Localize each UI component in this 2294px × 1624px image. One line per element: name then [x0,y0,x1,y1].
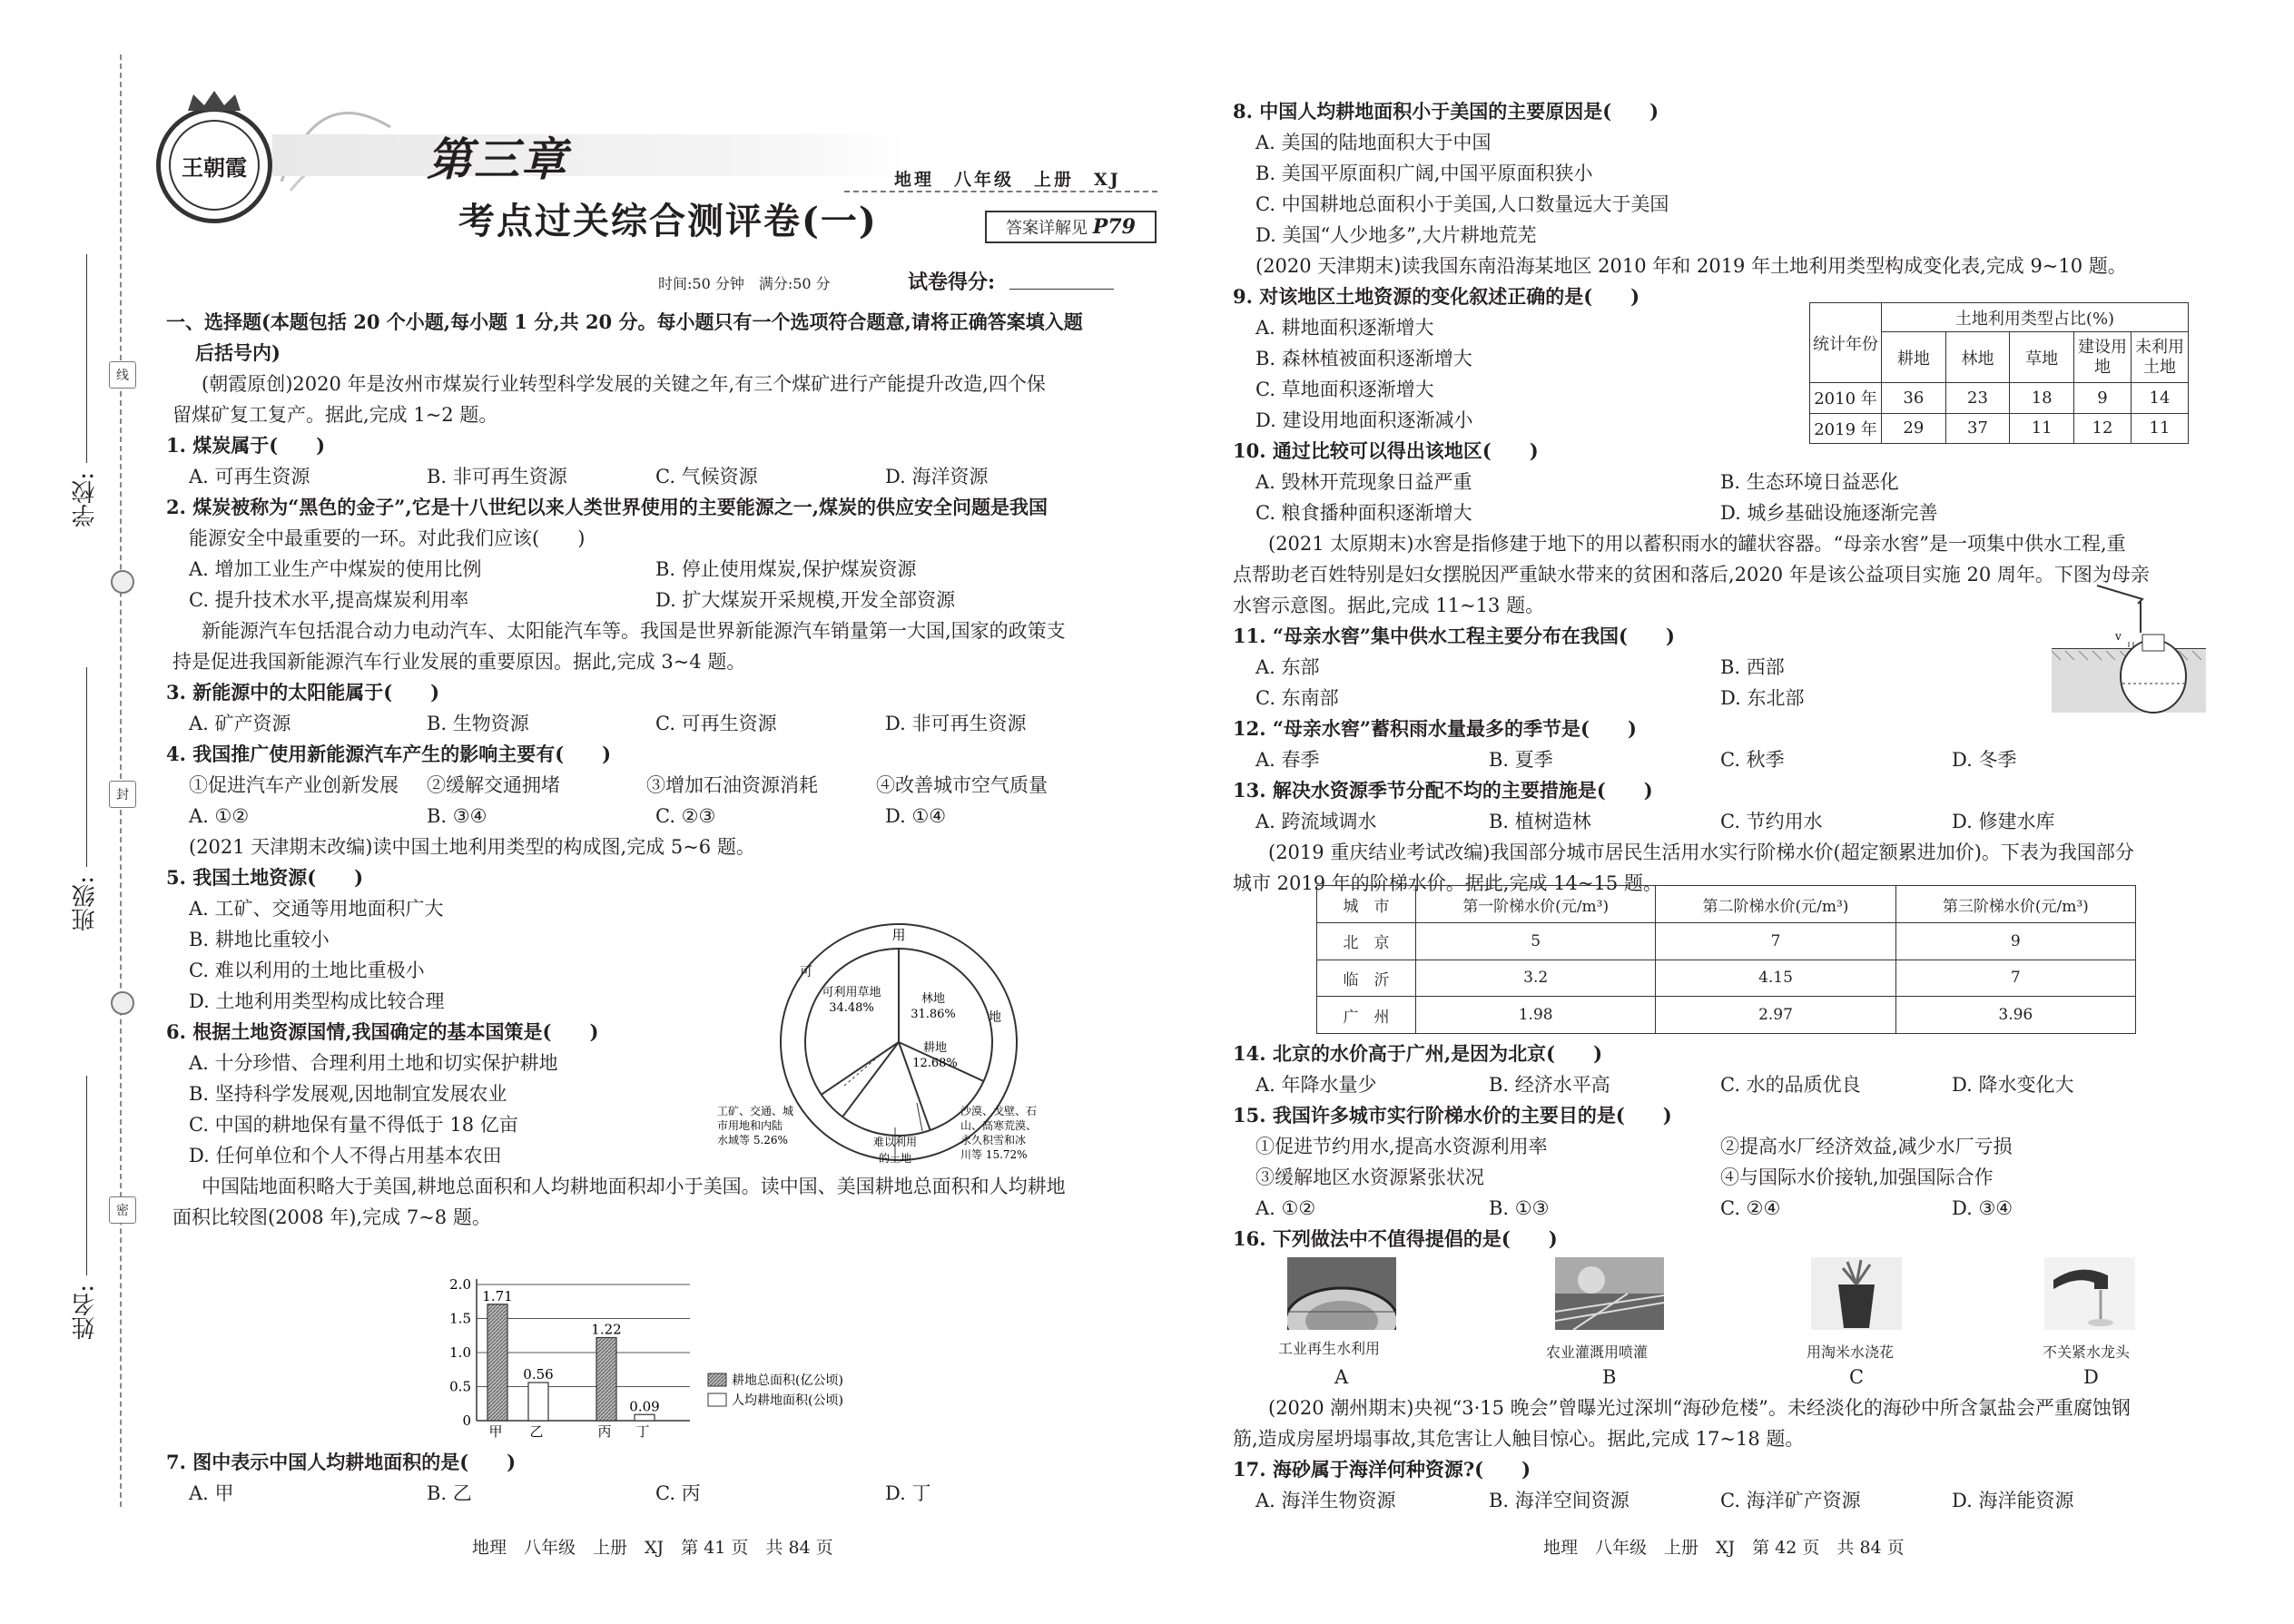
question-13: 13. 解决水资源季节分配不均的主要措施是( ) [1233,779,1653,802]
cistern-label: v [2115,630,2122,643]
brand-logo [156,107,272,223]
q10-option-d[interactable]: D. 城乡基础设施逐渐完善 [1720,502,1938,524]
bar-丁 [635,1414,655,1421]
question-6: 6. 根据土地资源国情,我国确定的基本国策是( ) [166,1020,599,1043]
bar-value-label: 1.71 [482,1287,513,1304]
q17-option-c[interactable]: C. 海洋矿产资源 [1720,1490,1861,1511]
question-2-cont: 能源安全中最重要的一环。对此我们应该( ) [189,527,586,549]
score-label: 试卷得分: [908,271,996,294]
q4-item-4: ④改善城市空气质量 [876,774,1048,796]
water-table-cell: 1.98 [1416,997,1656,1034]
q4-item-1: ①促进汽车产业创新发展 [189,774,399,796]
intro-q5-6: (2021 天津期末改编)读中国土地利用类型的构成图,完成 5~6 题。 [189,836,755,858]
q2-option-c[interactable]: C. 提升技术水平,提高煤炭利用率 [189,589,469,611]
land-table-cell: 14 [2132,383,2189,414]
q12-option-d[interactable]: D. 冬季 [1952,749,2017,771]
pie-outer-label-top: 用 [891,927,906,943]
seal-mark-feng: 封 [109,781,136,808]
legend-label-total: 耕地总面积(亿公顷) [732,1373,843,1388]
pie-outer-label-right: 地 [989,1010,1001,1025]
q12-option-a[interactable]: A. 春季 [1255,749,1320,771]
q4-option-d[interactable]: D. ①④ [885,805,947,827]
q8-option-c[interactable]: C. 中国耕地总面积小于美国,人口数量远大于美国 [1255,193,1669,215]
q7-option-a[interactable]: A. 甲 [189,1482,234,1504]
table-row [1317,923,2136,960]
land-table-cell: 2010 年 [1810,383,1882,414]
water-table-cell: 北 京 [1317,923,1416,960]
header-band [272,134,908,176]
land-table-cell: 37 [1945,413,2010,444]
q6-option-b[interactable]: B. 坚持科学发展观,因地制宜发展农业 [189,1083,507,1105]
question-15: 15. 我国许多城市实行阶梯水价的主要目的是( ) [1233,1104,1672,1127]
intro-q17-18: (2020 潮州期末)央视“3·15 晚会”曾曝光过深圳“海砂危楼”。未经淡化的海砂中所含氯盐会严重腐蚀钢 [1268,1397,2131,1419]
q1-option-b[interactable]: B. 非可再生资源 [427,466,567,487]
q16-picture-a[interactable] [1287,1257,1396,1330]
bar-value-label: 0.09 [629,1398,660,1415]
question-9: 9. 对该地区土地资源的变化叙述正确的是( ) [1233,285,1640,308]
intro-q7-8-cont: 面积比较图(2008 年),完成 7~8 题。 [172,1206,491,1228]
q16-picture-b[interactable] [1555,1257,1664,1330]
time-score: 时间:50 分钟 满分:50 分 [658,275,831,292]
q16-option-a[interactable]: A [1334,1366,1349,1388]
intro-q3-4-cont: 持是促进我国新能源汽车行业发展的重要原因。据此,完成 3~4 题。 [172,651,746,673]
intro-q1-2-cont: 留煤矿复工复产。据此,完成 1~2 题。 [172,404,498,426]
q10-option-b[interactable]: B. 生态环境日益恶化 [1720,471,1899,493]
q13-option-d[interactable]: D. 修建水库 [1952,811,2055,832]
q16-caption-c: 用淘米水浇花 [1807,1343,1895,1361]
water-table-head: 第二阶梯水价(元/m³) [1656,886,1895,923]
q10-option-c[interactable]: C. 粮食播种面积逐渐增大 [1255,502,1472,524]
question-3: 3. 新能源中的太阳能属于( ) [166,681,440,704]
y-tick-label: 1.0 [449,1344,471,1361]
bar-chart-legend [708,1373,843,1408]
land-table-head-group: 土地利用类型占比(%) [1882,303,2189,332]
q14-option-d[interactable]: D. 降水变化大 [1952,1074,2074,1096]
water-table-cell: 9 [1895,923,2135,960]
pie-annotation-right-2: 山、高寒荒漠、 [960,1119,1038,1132]
q9-option-c[interactable]: C. 草地面积逐渐增大 [1255,379,1434,400]
pie-annotation-right-1: 沙漠、戈壁、石 [960,1105,1038,1117]
pie-label-farm: 耕地 [922,1041,948,1055]
water-table-cell: 5 [1416,923,1656,960]
section1-title-2: 后括号内) [195,341,281,364]
q16-picture-c[interactable] [1811,1257,1902,1330]
y-tick-label: 2.0 [449,1276,471,1293]
pie-label-forest: 林地 [921,992,946,1006]
question-11: 11. “母亲水窖”集中供水工程主要分布在我国( ) [1233,625,1675,647]
q6-option-d[interactable]: D. 任何单位和个人不得占用基本农田 [189,1145,502,1166]
ring-icon [111,570,134,594]
intro-q17-18-cont: 筋,造成房屋坍塌事故,其危害让人触目惊心。据此,完成 17~18 题。 [1233,1428,1805,1450]
water-table-cell: 7 [1656,923,1895,960]
question-1: 1. 煤炭属于( ) [166,434,326,457]
class-label: 班级: [72,876,99,931]
land-table-col: 林地 [1945,332,2010,383]
q3-option-a[interactable]: A. 矿产资源 [189,713,291,734]
answer-ref-box [985,211,1157,243]
water-table-head: 城 市 [1317,886,1416,923]
x-category-label: 甲 [488,1423,503,1439]
water-table-head: 第三阶梯水价(元/m³) [1895,886,2135,923]
intro-q11-13: (2021 太原期末)水窖是指修建于地下的用以蓄积雨水的罐状容器。“母亲水窖”是一项集中供水工程,重 [1268,533,2126,555]
x-category-label: 乙 [529,1423,544,1439]
land-table-cell: 12 [2074,413,2132,444]
water-table-cell: 3.96 [1895,997,2135,1034]
legend-label-percapita: 人均耕地面积(公顷) [732,1393,843,1408]
water-table-cell: 3.2 [1416,960,1656,997]
pie-hard-label-1: 难以利用 [872,1136,918,1148]
q1-option-d[interactable]: D. 海洋资源 [885,466,989,487]
school-blank[interactable] [86,254,87,463]
question-16: 16. 下列做法中不值得提倡的是( ) [1233,1227,1558,1250]
faucet-icon [2044,1257,2135,1330]
q16-option-c[interactable]: C [1849,1366,1865,1388]
q17-option-d[interactable]: D. 海洋能资源 [1952,1490,2074,1511]
water-table-cell: 2.97 [1656,997,1895,1034]
question-7: 7. 图中表示中国人均耕地面积的是( ) [166,1451,517,1473]
bar-乙 [528,1383,548,1421]
q15-option-d[interactable]: D. ③④ [1952,1197,2013,1219]
q17-option-a[interactable]: A. 海洋生物资源 [1255,1490,1396,1511]
water-reuse-icon [1287,1257,1396,1330]
q8-option-a[interactable]: A. 美国的陆地面积大于中国 [1255,132,1492,153]
water-cistern-diagram [2043,576,2224,722]
pie-annotation-right-4: 川等 15.72% [960,1148,1028,1161]
question-8: 8. 中国人均耕地面积小于美国的主要原因是( ) [1233,100,1659,123]
intro-q3-4: 新能源汽车包括混合动力电动汽车、太阳能汽车等。我国是世界新能源汽车销量第一大国,国家的政策支 [202,620,1066,642]
y-tick-label: 0 [462,1412,471,1429]
name-label: 姓名: [72,1284,99,1340]
intro-q7-8: 中国陆地面积略大于美国,耕地总面积和人均耕地面积却小于美国。读中国、美国耕地总面积和人均耕地 [202,1176,1066,1197]
q15-item-1: ①促进节约用水,提高水资源利用率 [1255,1136,1548,1157]
water-table-cell: 广 州 [1317,997,1416,1034]
land-use-table [1809,302,2189,444]
land-table-col: 未利用土地 [2132,332,2189,383]
water-table-head: 第一阶梯水价(元/m³) [1416,886,1656,923]
legend-swatch-plain [708,1393,726,1406]
question-10: 10. 通过比较可以得出该地区( ) [1233,439,1539,462]
y-tick-label: 0.5 [449,1378,471,1395]
q12-option-b[interactable]: B. 夏季 [1489,749,1553,771]
water-table-cell: 4.15 [1656,960,1895,997]
seal-mark-xian: 线 [109,361,136,389]
q14-option-a[interactable]: A. 年降水量少 [1255,1074,1377,1096]
class-blank[interactable] [86,667,87,867]
q3-option-c[interactable]: C. 可再生资源 [655,713,777,734]
q11-option-b[interactable]: B. 西部 [1720,656,1785,678]
chapter-title: 第三章 [427,133,568,186]
q3-option-b[interactable]: B. 生物资源 [427,713,529,734]
q1-option-c[interactable]: C. 气候资源 [655,466,758,487]
q4-item-2: ②缓解交通拥堵 [427,774,560,796]
x-category-label: 丙 [597,1423,612,1439]
q7-option-b[interactable]: B. 乙 [427,1482,472,1504]
pie-value-forest: 31.86% [911,1008,956,1021]
q15-option-c[interactable]: C. ②④ [1720,1197,1781,1219]
q5-option-d[interactable]: D. 土地利用类型构成比较合理 [189,990,445,1012]
q9-option-a[interactable]: A. 耕地面积逐渐增大 [1255,317,1434,339]
land-table-cell: 2019 年 [1810,413,1882,444]
pie-annotation-left-1: 工矿、交通、城 [717,1105,794,1117]
farmland-bar-chart [427,1266,935,1439]
land-table-cell: 29 [1882,413,1946,444]
bar-甲 [487,1304,507,1421]
pie-value-grass: 34.48% [829,1001,874,1015]
q15-option-a[interactable]: A. ①② [1255,1197,1316,1219]
sprinkler-irrigation-icon [1555,1257,1664,1330]
q4-item-3: ③增加石油资源消耗 [646,774,818,796]
pie-label-grass: 可利用草地 [822,986,881,999]
intro-q14-15: (2019 重庆结业考试改编)我国部分城市居民生活用水实行阶梯水价(超定额累进加价)。下表为我国部分 [1268,842,2134,863]
land-table-cell: 23 [1945,383,2010,414]
table-row [1317,960,2136,997]
land-table-head-year: 统计年份 [1810,303,1882,383]
q7-option-c[interactable]: C. 丙 [655,1482,701,1504]
land-table-col: 草地 [2010,332,2074,383]
q9-option-d[interactable]: D. 建设用地面积逐渐减小 [1255,409,1473,431]
q16-caption-a: 工业再生水利用 [1278,1340,1381,1357]
school-label: 学校: [72,472,99,527]
footer-right: 地理 八年级 上册 XJ 第 42 页 共 84 页 [1543,1538,1905,1558]
land-use-pie-chart [717,908,1171,1180]
question-5: 5. 我国土地资源( ) [166,866,364,889]
q4-option-b[interactable]: B. ③④ [427,805,487,827]
q17-option-b[interactable]: B. 海洋空间资源 [1489,1490,1629,1511]
q2-option-a[interactable]: A. 增加工业生产中煤炭的使用比例 [189,558,482,580]
logo-text: 王朝霞 [169,120,260,211]
intro-q11-13-cont: 点帮助老百姓特别是妇女摆脱因严重缺水带来的贫困和落后,2020 年是该公益项目实施 20 周年。下图为母亲 [1233,564,2150,586]
q14-option-b[interactable]: B. 经济水平高 [1489,1074,1610,1096]
bar-丙 [596,1338,616,1422]
q13-option-c[interactable]: C. 节约用水 [1720,811,1823,832]
land-table-cell: 9 [2074,383,2132,414]
q16-option-b[interactable]: B [1602,1366,1617,1388]
q13-option-a[interactable]: A. 跨流域调水 [1255,811,1377,832]
q2-option-b[interactable]: B. 停止使用煤炭,保护煤炭资源 [655,558,917,580]
q16-option-d[interactable]: D [2083,1366,2099,1388]
q5-option-b[interactable]: B. 耕地比重较小 [189,929,330,950]
table-row [1810,413,2189,444]
q8-option-d[interactable]: D. 美国“人少地多”,大片耕地荒芜 [1255,224,1537,246]
subject-bar: 地理 八年级 上册 XJ [894,170,1121,190]
exam-title: 考点过关综合测评卷(一) [458,200,878,242]
q5-option-c[interactable]: C. 难以利用的土地比重极小 [189,960,425,981]
intro-q11-13-cont2: 水窖示意图。据此,完成 11~13 题。 [1233,595,1545,616]
table-row [1810,383,2189,414]
water-price-table [1316,885,2136,1034]
q15-item-2: ②提高水厂经济效益,减少水厂亏损 [1720,1136,2013,1157]
bar-value-label: 0.56 [523,1366,554,1383]
q6-option-c[interactable]: C. 中国的耕地保有量不得低于 18 亿亩 [189,1114,518,1136]
q15-item-4: ④与国际水价接轨,加强国际合作 [1720,1166,1994,1188]
pie-annotation-left-2: 市用地和内陆 [717,1119,783,1132]
pie-annotation-right-3: 永久积雪和冰 [960,1134,1027,1147]
q15-item-3: ③缓解地区水资源紧张状况 [1255,1166,1484,1188]
name-blank[interactable] [86,1076,87,1275]
score-blank[interactable] [1009,289,1114,290]
q16-caption-d: 不关紧水龙头 [2043,1343,2131,1361]
q8-option-b[interactable]: B. 美国平原面积广阔,中国平原面积狭小 [1255,162,1593,184]
question-17: 17. 海砂属于海洋何种资源?( ) [1233,1458,1531,1481]
pie-slice-divider [822,1042,899,1095]
table-row [1317,997,2136,1034]
water-table-cell: 7 [1895,960,2135,997]
q6-option-a[interactable]: A. 十分珍惜、合理利用土地和切实保护耕地 [189,1052,558,1074]
answer-page: P79 [1092,215,1136,239]
q11-option-c[interactable]: C. 东南部 [1255,687,1339,709]
q5-option-a[interactable]: A. 工矿、交通等用地面积广大 [189,898,444,920]
roof-gutter [2097,586,2142,604]
land-table-cell: 18 [2010,383,2074,414]
q13-option-b[interactable]: B. 植树造林 [1489,811,1591,832]
pie-annotation-left-3: 水域等 5.26% [717,1134,788,1147]
q16-caption-b: 农业灌溉用喷灌 [1546,1343,1649,1361]
x-category-label: 丁 [635,1423,650,1439]
intro-q14-15-cont: 城市 2019 年的阶梯水价。据此,完成 14~15 题。 [1233,872,1662,894]
q4-option-a[interactable]: A. ①② [189,805,250,827]
section1-title: 一、选择题(本题包括 20 个小题,每小题 1 分,共 20 分。每小题只有一个选项符合题意,请将正确答案填入题 [166,310,1083,333]
q15-option-b[interactable]: B. ①③ [1489,1197,1550,1219]
land-table-col: 建设用地 [2074,332,2132,383]
q4-option-c[interactable]: C. ②③ [655,805,716,827]
q11-option-a[interactable]: A. 东部 [1255,656,1320,678]
pie-hard-label-2: 的土地 [878,1152,912,1165]
q12-option-c[interactable]: C. 秋季 [1720,749,1785,771]
legend-swatch-hatched [708,1373,726,1386]
y-tick-label: 1.5 [449,1310,471,1327]
q11-option-d[interactable]: D. 东北部 [1720,687,1805,709]
q16-picture-d[interactable] [2044,1257,2135,1330]
crown-icon [186,89,242,113]
intro-q1-2: (朝霞原创)2020 年是汝州市煤炭行业转型科学发展的关键之年,有三个煤矿进行产能提升改造,四个保 [202,373,1046,395]
question-2: 2. 煤炭被称为“黑色的金子”,它是十八世纪以来人类世界使用的主要能源之一,煤炭的供应安全问题是我国 [166,496,1049,518]
question-12: 12. “母亲水窖”蓄积雨水量最多的季节是( ) [1233,717,1637,740]
land-table-cell: 36 [1882,383,1946,414]
q7-option-d[interactable]: D. 丁 [885,1482,931,1504]
pie-value-farm: 12.68% [912,1057,958,1070]
intro-q9-10: (2020 天津期末)读我国东南沿海某地区 2010 年和 2019 年土地利用类型构成变化表,完成 9~10 题。 [1255,255,2127,277]
bar-value-label: 1.22 [591,1321,622,1338]
question-4: 4. 我国推广使用新能源汽车产生的影响主要有( ) [166,743,612,765]
q9-option-b[interactable]: B. 森林植被面积逐渐增大 [1255,348,1472,369]
land-table-cell: 11 [2010,413,2074,444]
watering-plant-icon [1811,1257,1902,1330]
q14-option-c[interactable]: C. 水的品质优良 [1720,1074,1861,1096]
q1-option-a[interactable]: A. 可再生资源 [189,466,310,487]
header-dashed-line [844,191,1157,192]
pie-outer-label-left: 可 [800,965,812,979]
water-table-cell: 临 沂 [1317,960,1416,997]
question-14: 14. 北京的水价高于广州,是因为北京( ) [1233,1042,1603,1065]
q2-option-d[interactable]: D. 扩大煤炭开采规模,开发全部资源 [655,589,956,611]
seal-mark-mi: 密 [109,1196,136,1224]
q10-option-a[interactable]: A. 毁林开荒现象日益严重 [1255,471,1472,493]
footer-left: 地理 八年级 上册 XJ 第 41 页 共 84 页 [472,1538,833,1558]
pie-slice-divider [842,1042,899,1117]
q3-option-d[interactable]: D. 非可再生资源 [885,713,1027,734]
ring-icon [111,991,134,1015]
answer-ref-text: 答案详解见 [1006,219,1088,238]
land-table-col: 耕地 [1882,332,1946,383]
land-table-cell: 11 [2132,413,2189,444]
cistern-inlet [2142,635,2164,651]
